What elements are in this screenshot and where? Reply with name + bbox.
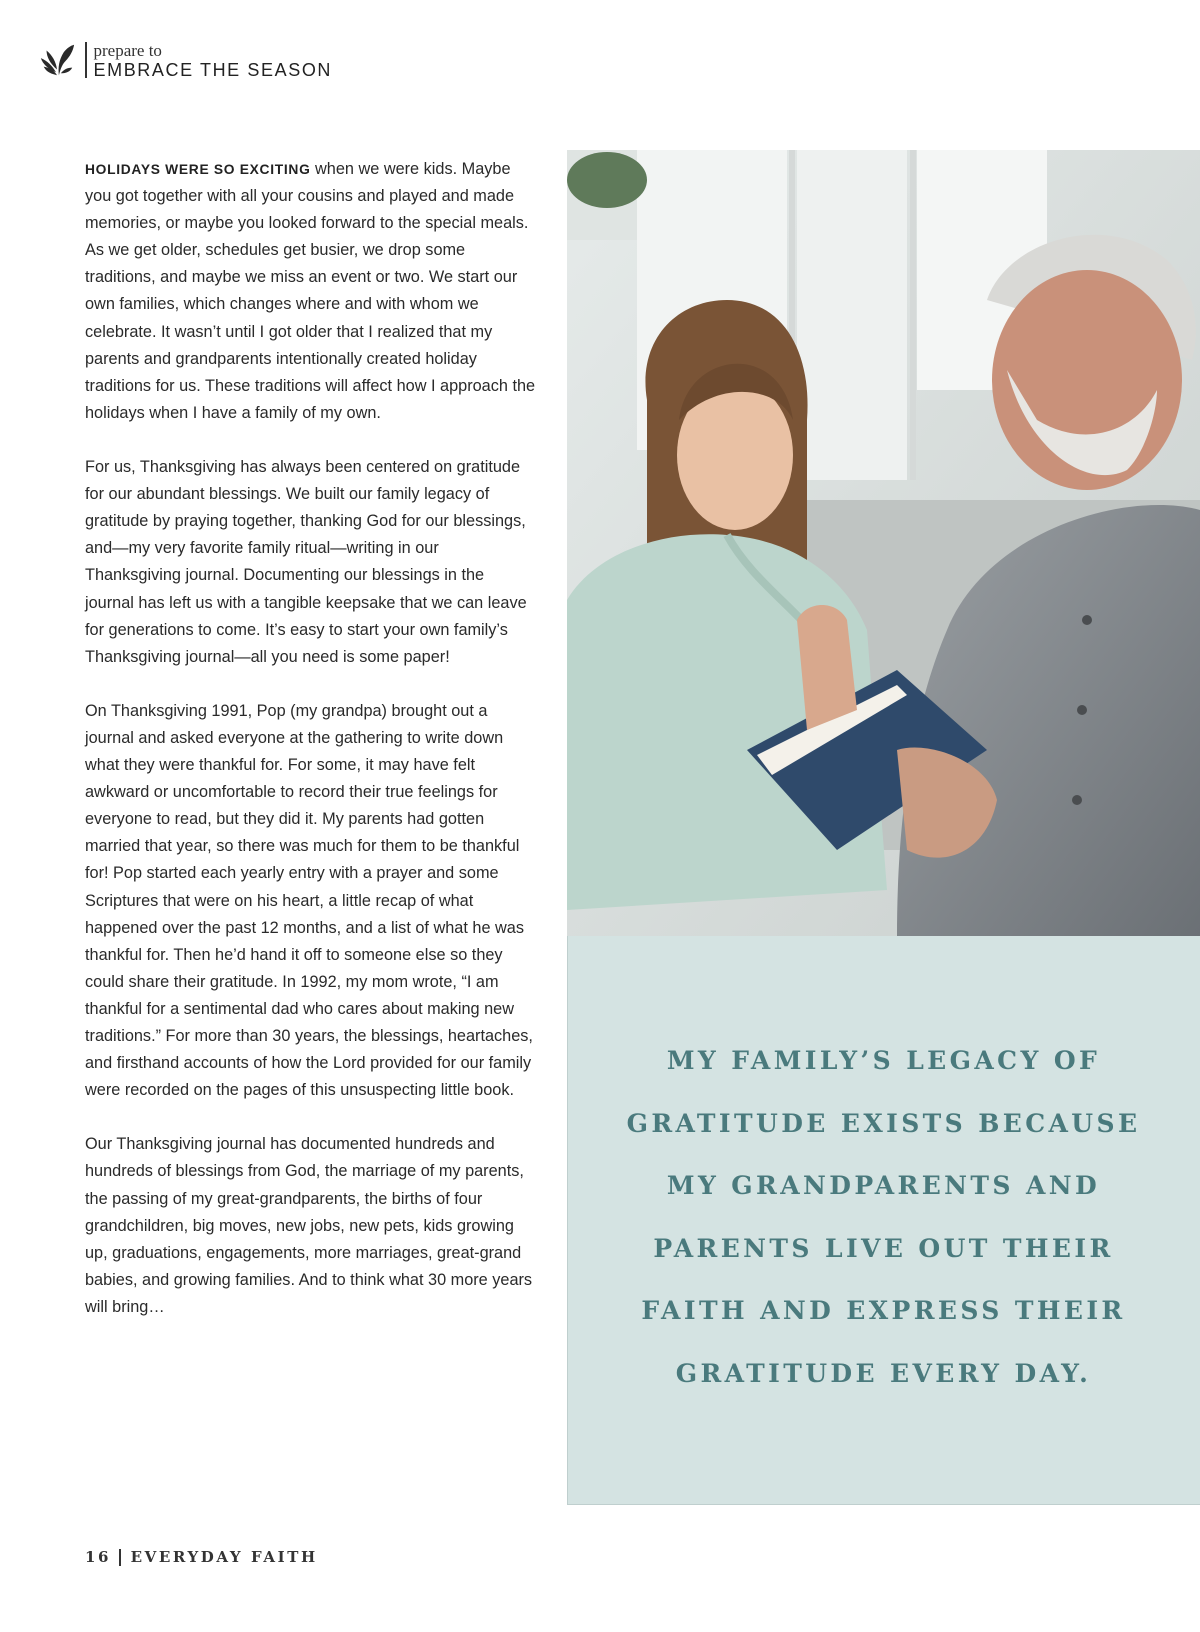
tagline-bottom: EMBRACE THE SEASON bbox=[93, 59, 333, 80]
article-paragraph-1 bbox=[85, 156, 537, 427]
grandfather-granddaughter-photo bbox=[567, 150, 1200, 936]
publication-name: EVERYDAY FAITH bbox=[130, 1548, 318, 1566]
leaf-logo-icon bbox=[38, 41, 76, 79]
footer-divider bbox=[119, 1549, 121, 1566]
pull-quote bbox=[567, 1030, 1200, 1405]
paragraph-1-text: when we were kids. Maybe you got together with all your cousins and played and made memories, or maybe you looked forward to the special meals. As we get older, schedules get busier, we drop some traditions, and maybe we miss an event or two. We start our own families, which changes where and with whom we celebrate. It wasn’t until I got older that I realized that my parents and grandparents intentionally created holiday traditions for us. These traditions will affect how I approach the holidays when I have a family of my own. bbox=[85, 160, 536, 422]
tagline-top: prepare to bbox=[93, 40, 162, 60]
pull-quote-line: MY GRANDPARENTS AND bbox=[666, 1171, 1101, 1200]
article-paragraph-4: Our Thanksgiving journal has documented hundreds and hundreds of blessings from God, the marriage of my parents, the passing of my great-grandparents, the births of four grandchildren, big moves, new jobs, new pets, kids growing up, graduations, engagements, more marriages, great-grand babies, and growing families. And to think what 30 more years will bring… bbox=[85, 1135, 533, 1316]
article-paragraph-2: For us, Thanksgiving has always been centered on gratitude for our abundant blessings. We built our family legacy of gratitude by praying together, thanking God for our blessings, and—my very favorite family ritual—writing in our Thanksgiving journal. Documenting our blessings in the journal has left us with a tangible keepsake that we can leave for generations to come. It’s easy to start your own family’s Thanksgiving journal—all you need is some paper! bbox=[85, 458, 527, 666]
page-footer bbox=[85, 1548, 318, 1566]
lead-in: HOLIDAYS WERE SO EXCITING bbox=[85, 162, 311, 177]
header-tagline bbox=[94, 42, 333, 79]
page-header bbox=[38, 38, 332, 82]
pull-quote-line: GRATITUDE EVERY DAY. bbox=[675, 1358, 1092, 1388]
pull-quote-line: MY FAMILY’S LEGACY OF bbox=[666, 1046, 1101, 1075]
header-divider bbox=[85, 42, 87, 78]
pull-quote-line: GRATITUDE EXISTS BECAUSE bbox=[626, 1108, 1141, 1138]
pull-quote-line: FAITH AND EXPRESS THEIR bbox=[641, 1296, 1126, 1325]
article-body bbox=[85, 156, 537, 1348]
page-number: 16 bbox=[85, 1548, 112, 1566]
article-paragraph-3: On Thanksgiving 1991, Pop (my grandpa) brought out a journal and asked everyone at the gathering to write down what they were thankful for. For some, it may have felt awkward or uncomfortable to record their true feelings for everyone to read, but they did it. My parents had gotten married that year, so there was much for them to be thankful for! Pop started each yearly entry with a prayer and some Scriptures that were on his heart, a little recap of what happened over the past 12 months, and a list of what he was thankful for. Then he’d hand it off to someone else so they could share their gratitude. In 1992, my mom wrote, “I am thankful for a sentimental dad who cares about making new traditions.” For more than 30 years, the blessings, heartaches, and firsthand accounts of how the Lord provided for our family were recorded on the pages of this unsuspecting little book. bbox=[85, 701, 533, 1100]
pull-quote-line: PARENTS LIVE OUT THEIR bbox=[653, 1233, 1114, 1263]
